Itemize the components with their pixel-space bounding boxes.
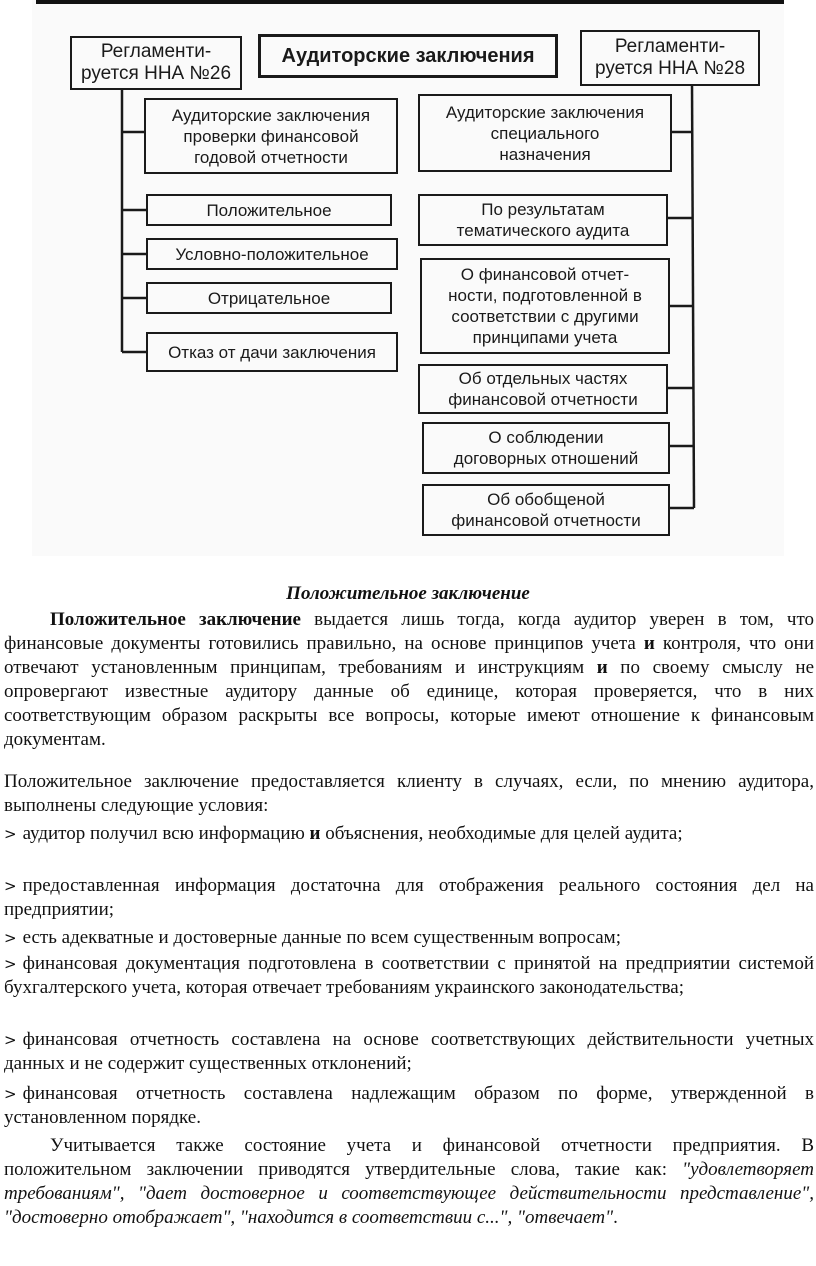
bullet-arrow-icon: > [4,877,17,895]
bullet-5-text: финансовая отчетность составлена на основе соответствующих действительности учетных данных и не содержит существенных отклонений; [4,1029,814,1074]
right-item-other-principles: О финансовой отчет- ности, подготовленной в соответствии с другими принципами учета [420,258,670,354]
paragraph-1 [4,608,814,752]
section-heading: Положительное заключение [286,583,530,604]
left-item-refusal: Отказ от дачи заключения [146,332,398,372]
p3-quoted-phrases: "удовлетворяет требованиям", "дает достоверное и соответствующее действительности представление", "достоверно отображает", "находится в соответствии с...", "отвечает" [4,1159,814,1228]
bullet-2-text: предоставленная информация достаточна для отображения реального состояния дел на предприятии; [4,875,814,920]
bullet-1-part-b: объяснения, необходимые для целей аудита; [320,823,683,844]
diagram-title-box: Аудиторские заключения [258,34,558,78]
right-item-thematic: По результатам тематического аудита [418,194,668,246]
bullet-arrow-icon: > [4,825,17,843]
bullet-5 [4,1028,814,1076]
right-item-consolidated: Об обобщеной финансовой отчетности [422,484,670,536]
bullet-arrow-icon: > [4,955,17,973]
p1-part-a: выдается лишь тогда, когда аудитор уверен в том, что финансовые документы готовились правильно, на основе принципов учета [4,609,814,654]
right-item-separate-parts: Об отдельных частях финансовой отчетности [418,364,668,414]
reg-left-box: Регламенти- руется ННА №26 [70,36,242,90]
p1-part-c: по своему смыслу не опровергают известные аудитору данные об единице, которая проверяется, что в них соответствующим образом раскрыты все вопросы, которые имеют отношение к финансовым документам. [4,657,815,750]
bullet-4-text: финансовая документация подготовлена в соответствии с принятой на предприятии системой бухгалтерского учета, которая отвечает требованиям украинского законодательства; [4,953,814,998]
bullet-1-part-a: аудитор получил всю информацию [22,823,310,844]
p3-end: . [613,1207,618,1228]
audit-conclusions-diagram [32,0,784,556]
left-main-box: Аудиторские заключения проверки финансовой годовой отчетности [144,98,398,174]
p3-text: Учитывается также состояние учета и финансовой отчетности предприятия. В положительном заключении приводятся утвердительные слова, такие как: [4,1135,814,1180]
bullet-6-text: финансовая отчетность составлена надлежащим образом по форме, утвержденной в установленном порядке. [4,1083,814,1128]
bullet-arrow-icon: > [4,1031,17,1049]
right-spine [692,84,694,508]
bullet-arrow-icon: > [4,929,17,947]
p1-and-2: и [596,657,608,678]
bullet-6 [4,1082,814,1130]
reg-right-box: Регламенти- руется ННА №28 [580,30,760,86]
bullet-4 [4,952,814,1000]
bullet-arrow-icon: > [4,1085,17,1103]
bullet-3-text: есть адекватные и достоверные данные по всем существенным вопросам; [22,927,621,948]
left-item-negative: Отрицательное [146,282,392,314]
paragraph-3 [4,1134,814,1230]
bullet-3 [4,926,814,950]
p1-bold-term: Положительное заключение [50,609,301,630]
bullet-1 [4,822,814,846]
left-item-conditional: Условно-положительное [146,238,398,270]
p1-and-1: и [643,633,655,654]
p1-part-b: контроля, что они отвечают установленным принципам, требованиям и инструкциям [4,633,815,678]
right-item-contracts: О соблюдении договорных отношений [422,422,670,474]
bullet-1-and: и [309,823,321,844]
paragraph-2: Положительное заключение предоставляется клиенту в случаях, если, по мнению аудитора, выполнены следующие условия: [4,771,814,816]
bullet-2 [4,874,814,922]
left-item-positive: Положительное [146,194,392,226]
right-main-box: Аудиторские заключения специального назначения [418,94,672,172]
